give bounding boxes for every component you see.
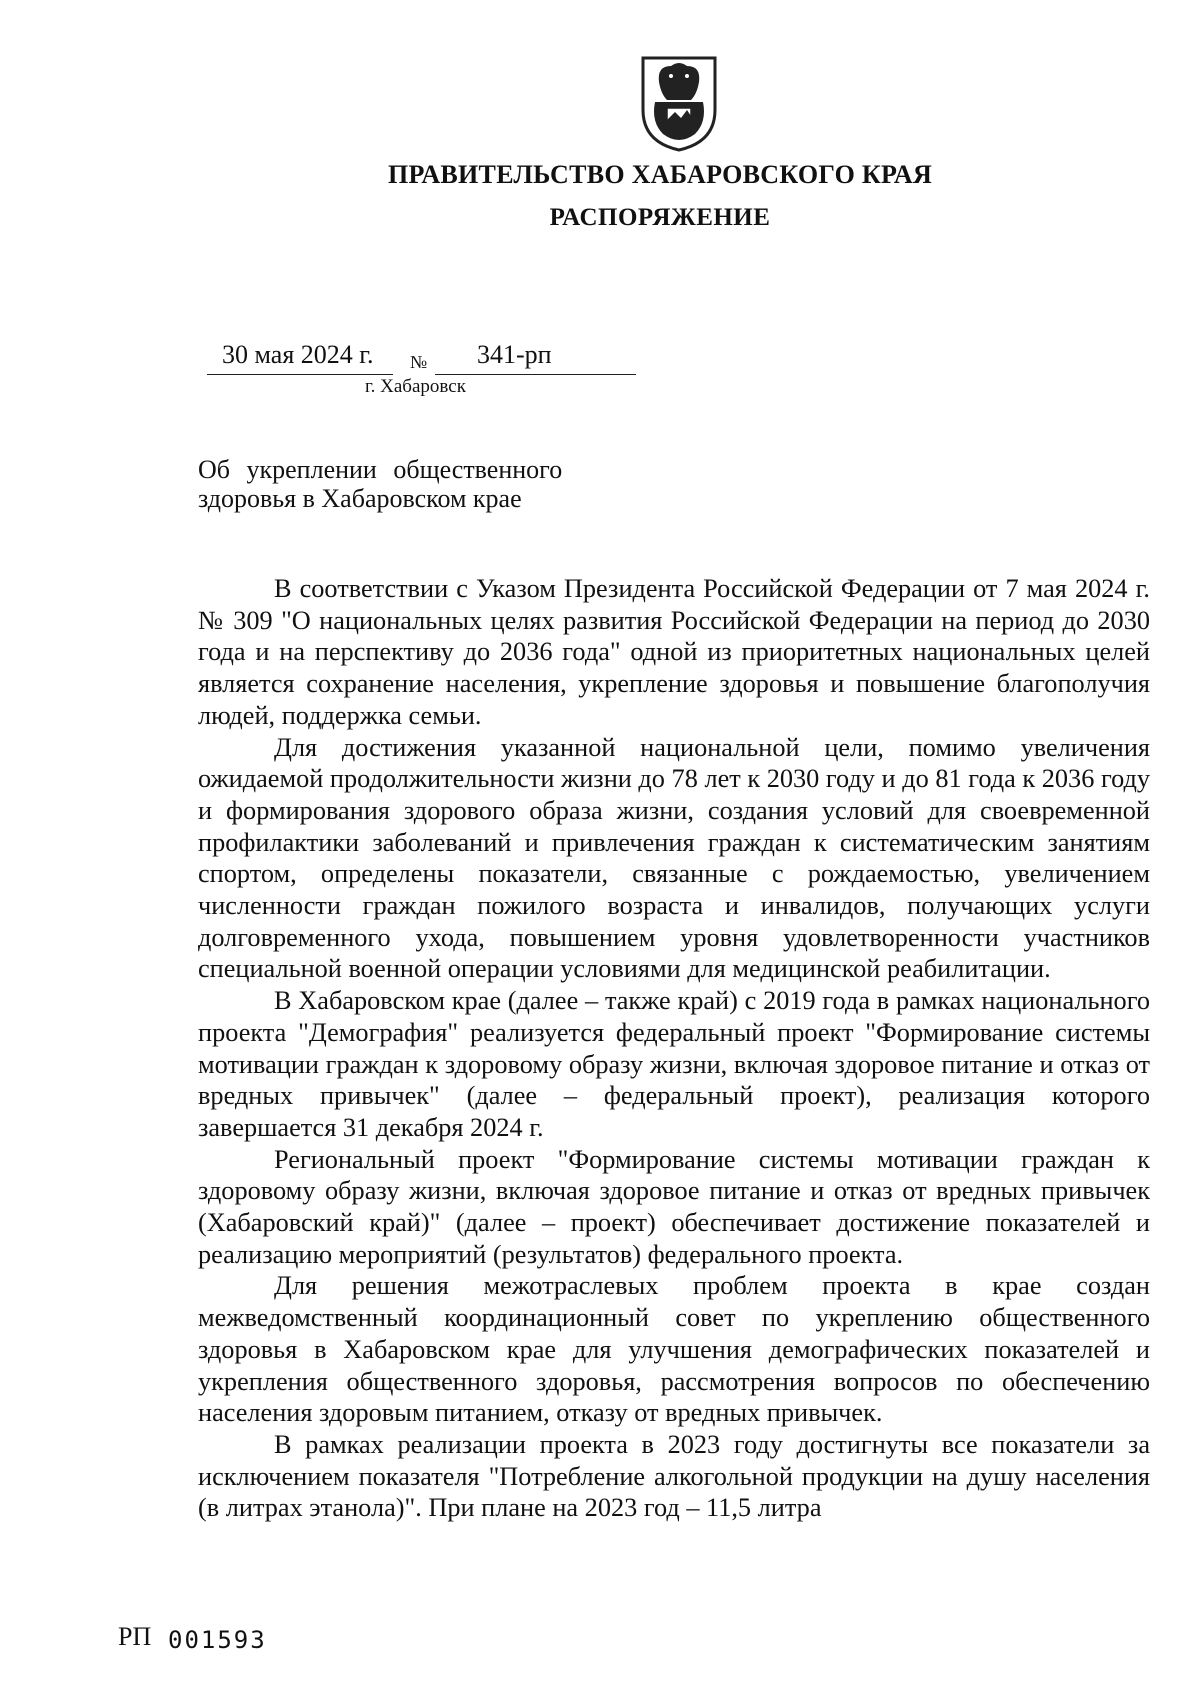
paragraph: Для решения межотраслевых проблем проекта в крае создан межведомственный координационный совет по укреплению общественного здоровья в Хабаровском крае для улучшения демографических показателей и укрепления общественного здоровья, рассмотрения вопросов по обеспечению населения здоровым питанием, отказу от вредных привычек. [198, 1271, 1150, 1428]
paragraph: В соответствии с Указом Президента Российской Федерации от 7 мая 2024 г. № 309 "О национальных целях развития Российской Федерации на период до 2030 года и на перспективу до 2036 года" одной из приоритетных национальных целей является сохранение населения, укрепление здоровья и повышение благополучия людей, поддержка семьи. [198, 574, 1150, 730]
paragraph: Для достижения указанной национальной цели, помимо увеличения ожидаемой продолжительности жизни до 78 лет к 2030 году и до 81 года к 2036 году и формирования здорового образа жизни, создания условий для своевременной профилактики заболеваний и привлечения граждан к систематическим занятиям спортом, определены показатели, связанные с рождаемостью, увеличением численности граждан пожилого возраста и инвалидов, получающих услуги долговременного ухода, повышением уровня удовлетворенности участников специальной военной операции условиями для медицинской реабилитации. [198, 732, 1150, 984]
number-underline [435, 374, 636, 375]
footer-code: 001593 [168, 1626, 267, 1654]
paragraph: Региональный проект "Формирование системы мотивации граждан к здоровому образу жизни, включая здоровое питание и отказ от вредных привычек (Хабаровский край)" (далее – проект) обеспечивает достижение показателей и реализацию мероприятий (результатов) федерального проекта. [198, 1144, 1150, 1269]
document-type: РАСПОРЯЖЕНИЕ [549, 204, 771, 231]
number-sign: № [410, 352, 428, 372]
subject-line-2: здоровья в Хабаровском крае [198, 484, 522, 513]
document-subject [198, 455, 562, 513]
paragraph: В Хабаровском крае (далее – также край) с 2019 года в рамках национального проекта "Демография" реализуется федеральный проект "Формирование системы мотивации граждан к здоровому образу жизни, включая здоровое питание и отказ от вредных привычек" (далее – федеральный проект), реализация которого завершается 31 декабря 2024 г. [198, 986, 1150, 1142]
subject-line-1: Об укреплении общественного [198, 455, 563, 484]
footer-mark: РП [118, 1622, 152, 1651]
document-date: 30 мая 2024 г. [222, 340, 374, 369]
document-number: 341-рп [477, 340, 552, 369]
document-body [198, 573, 1150, 1524]
khabarovsk-coat-of-arms-icon [637, 52, 721, 154]
government-name: ПРАВИТЕЛЬСТВО ХАБАРОВСКОГО КРАЯ [387, 160, 933, 189]
paragraph: В рамках реализации проекта в 2023 году достигнуты все показатели за исключением показателя "Потребление алкогольной продукции на душу населения (в литрах этанола)". При плане на 2023 год – 11,5 литра [198, 1429, 1150, 1523]
date-underline [207, 374, 393, 375]
document-city: г. Хабаровск [365, 376, 466, 397]
